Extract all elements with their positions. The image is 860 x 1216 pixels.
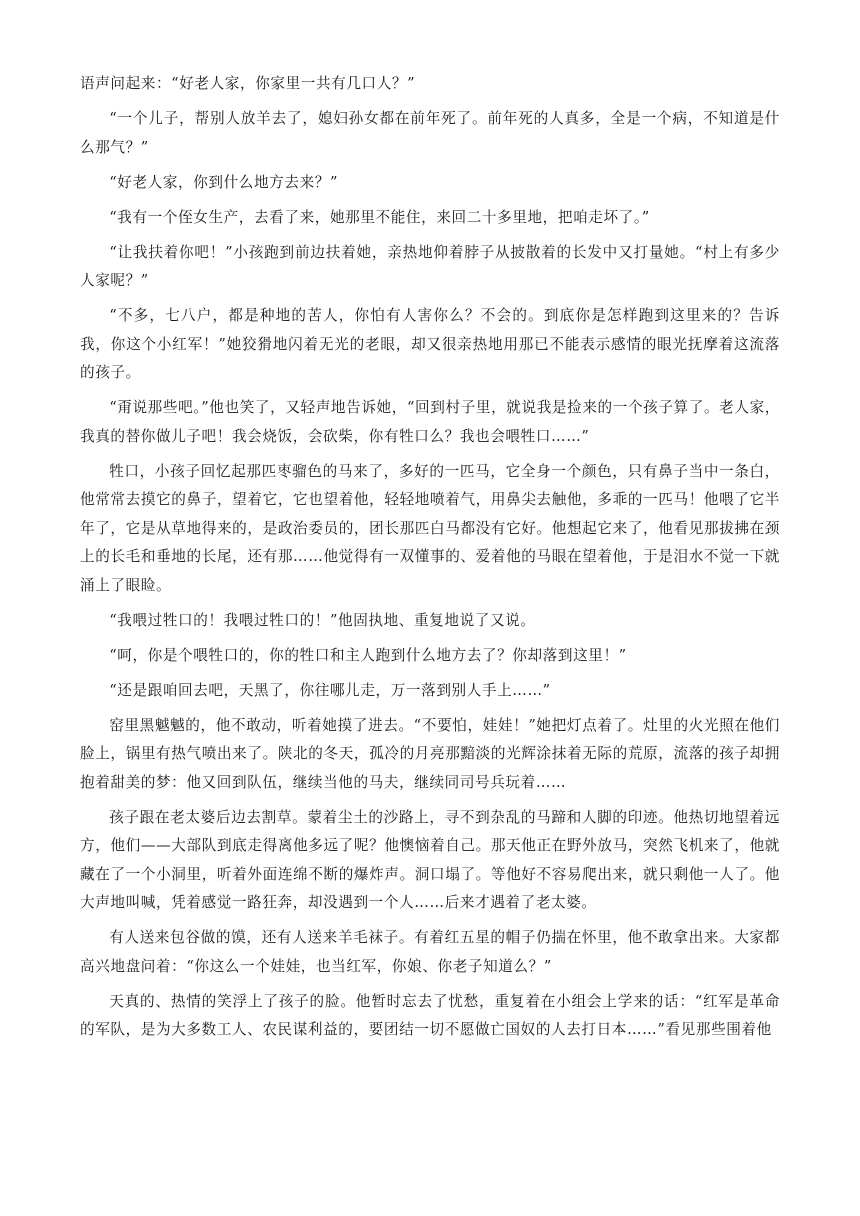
paragraph: “呵，你是个喂牲口的，你的牲口和主人跑到什么地方去了？你却落到这里！” [109, 646, 627, 664]
paragraph: 有人送来包谷做的馍，还有人送来羊毛袜子。有着红五星的帽子仍揣在怀里，他不敢拿出来。大家都高兴地盘问着：“你这么一个娃娃，也当红军，你娘、你老子知道么？” [80, 929, 780, 975]
paragraph: “不多，七八户，都是种地的苦人，你怕有人害你么？不会的。到底你是怎样跑到这里来的？告诉我，你这个小红军！”她狡猾地闪着无光的老眼，却又很亲热地用那已不能表示感情的眼光抚摩着这流落的孩子。 [80, 307, 780, 381]
paragraph: “一个儿子，帮别人放羊去了，媳妇孙女都在前年死了。前年死的人真多，全是一个病，不知道是什么那气？” [80, 110, 780, 156]
paragraph: 孩子跟在老太婆后边去割草。蒙着尘土的沙路上，寻不到杂乱的马蹄和人脚的印迹。他热切地望着远方，他们——大部队到底走得离他多远了呢？他懊恼着自己。那天他正在野外放马，突然飞机来了，他就藏在了一个小洞里，听着外面连绵不断的爆炸声。洞口塌了。等他好不容易爬出来，就只剩他一人了。他大声地叫喊，凭着感觉一路狂奔，却没遇到一个人……后来才遇着了老太婆。 [80, 808, 780, 911]
paragraph: “甭说那些吧。”他也笑了，又轻声地告诉她，“回到村子里，就说我是捡来的一个孩子算了。老人家，我真的替你做儿子吧！我会烧饭，会砍柴，你有牲口么？我也会喂牲口……” [80, 399, 780, 445]
paragraph: “还是跟咱回去吧，天黑了，你往哪儿走，万一落到别人手上……” [109, 681, 551, 699]
paragraph: 语声问起来：“好老人家，你家里一共有几口人？” [80, 75, 416, 92]
paragraph: 牲口，小孩子回忆起那匹枣骝色的马来了，多好的一匹马，它全身一个颜色，只有鼻子当中一条白，他常常去摸它的鼻子，望着它，它也望着他，轻轻地喷着气，用鼻尖去触他，多乖的一匹马！他喂了它半年了，它是从草地得来的，是政治委员的，团长那匹白马都没有它好。他想起它来了，他看见那拔拂在颈上的长毛和垂地的长尾，还有那……他觉得有一双懂事的、爱着他的马眼在望着他，于是泪水不觉一下就涌上了眼睑。 [80, 462, 780, 594]
paragraph: 窑里黑魆魆的，他不敢动，听着她摸了进去。“不要怕，娃娃！”她把灯点着了。灶里的火光照在他们脸上，锅里有热气喷出来了。陕北的冬天，孤冷的月亮那黯淡的光辉涂抹着无际的荒原，流落的孩子却拥抱着甜美的梦：他又回到队伍，继续当他的马夫，继续同司号兵玩着…… [80, 716, 780, 791]
paragraph: “我有一个侄女生产，去看了来，她那里不能住，来回二十多里地，把咱走坏了。” [109, 208, 650, 226]
document-page [80, 70, 780, 1051]
paragraph: “让我扶着你吧！”小孩跑到前边扶着她，亲热地仰着脖子从披散着的长发中又打量她。“村上有多少人家呢？” [80, 243, 780, 289]
paragraph: 天真的、热情的笑浮上了孩子的脸。他暂时忘去了忧愁，重复着在小组会上学来的话：“红军是革命的军队，是为大多数工人、农民谋利益的，要团结一切不愿做亡国奴的人去打日本……”看见那些围着他 [80, 992, 780, 1038]
paragraph: “我喂过牲口的！我喂过牲口的！”他固执地、重复地说了又说。 [109, 611, 536, 629]
paragraph: “好老人家，你到什么地方去来？” [109, 173, 339, 191]
